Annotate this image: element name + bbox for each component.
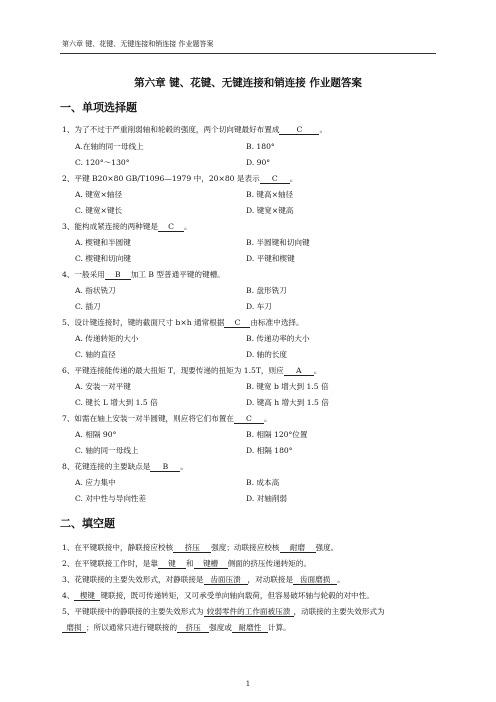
question-3 bbox=[62, 222, 192, 232]
option-d: D. 相隔 180° bbox=[246, 446, 293, 455]
fill-line-4 bbox=[62, 591, 374, 601]
fill-text: ，对动联接是 bbox=[247, 575, 294, 584]
option-c: C. 键宽×键长 bbox=[75, 206, 123, 215]
fill-text: 强度或 bbox=[209, 623, 232, 632]
option-a: A. 相隔 90° bbox=[75, 430, 117, 439]
fill-text: 强度；动联接应校核 bbox=[211, 543, 280, 552]
answer-blank: A bbox=[284, 366, 314, 376]
option-b: B. 键宽 b 增大到 1.5 倍 bbox=[246, 382, 329, 391]
fill-text: 键联接，既可传递转矩，又可承受单向轴向载荷，但容易破坏轴与轮毂的对中性。 bbox=[100, 591, 374, 600]
option-a: A. 键宽×轴径 bbox=[75, 190, 123, 199]
option-c: C. 对中性与导向性差 bbox=[75, 494, 147, 503]
answer-blank: C bbox=[224, 318, 250, 328]
option-c: C. 轴的直径 bbox=[75, 350, 116, 359]
option-d: D. 轴的长度 bbox=[246, 350, 288, 359]
fill-answer: 挤压 bbox=[173, 543, 211, 553]
fill-answer: 耐磨 bbox=[280, 543, 316, 553]
option-a: A. 指状铣刀 bbox=[75, 286, 116, 295]
fill-text: 5、平键联接中的静联接的主要失效形式为 bbox=[62, 607, 204, 616]
fill-answer: 磨损 bbox=[62, 623, 86, 633]
question-6 bbox=[62, 366, 321, 376]
fill-line-2 bbox=[62, 559, 311, 569]
running-header: 第六章 键、花键、无键连接和销连接 作业题答案 bbox=[62, 40, 214, 48]
option-d: D. 90° bbox=[246, 158, 271, 167]
fill-text: ，动联接的主要失效形式为 bbox=[293, 607, 385, 616]
question-1 bbox=[62, 125, 327, 135]
option-b: B. 半圆键和切向键 bbox=[246, 238, 310, 247]
answer-blank: C bbox=[234, 414, 264, 424]
option-c: C. 插刀 bbox=[75, 302, 101, 311]
fill-text: 2、在平键联接工作时，是靠 bbox=[62, 559, 158, 568]
question-text: 3、能构成紧连接的两种键是 bbox=[62, 222, 158, 231]
fill-answer: 楔键 bbox=[74, 591, 100, 601]
question-text: 7、如需在轴上安装一对半圆键，则应将它们布置在 bbox=[62, 414, 234, 423]
section-heading-choice: 一、单项选择题 bbox=[60, 101, 137, 114]
fill-answer: 齿面磨损 bbox=[293, 575, 337, 585]
option-b: B. 成本高 bbox=[246, 478, 280, 487]
question-5 bbox=[62, 318, 304, 328]
option-b: B. 键高×轴径 bbox=[246, 190, 294, 199]
answer-blank: C bbox=[260, 174, 290, 184]
option-c: C. 键长 L 增大到 1.5 倍 bbox=[75, 398, 158, 407]
fill-text: 和 bbox=[185, 559, 194, 568]
fill-line-3 bbox=[62, 575, 345, 585]
fill-answer: 齿面压溃 bbox=[204, 575, 248, 585]
option-a: A. 安装一对平键 bbox=[75, 382, 131, 391]
fill-answer: 键 bbox=[158, 559, 186, 569]
fill-text: 侧面的挤压传递转矩的。 bbox=[227, 559, 312, 568]
question-text-end: 。 bbox=[319, 125, 328, 134]
option-c: C. 楔键和切向键 bbox=[75, 254, 131, 263]
answer-blank: B bbox=[105, 270, 131, 280]
option-d: D. 平键和楔键 bbox=[246, 254, 295, 263]
question-text: 8、花键连接的主要缺点是 bbox=[62, 462, 151, 471]
fill-text: 。 bbox=[337, 575, 345, 584]
option-d: D. 键宽×键高 bbox=[246, 206, 294, 215]
question-text: 2、平键 B20×80 GB/T1096—1979 中，20×80 是表示 bbox=[62, 174, 260, 183]
question-text-end: 。 bbox=[289, 174, 298, 183]
header-rule bbox=[60, 53, 436, 54]
question-text-end: 由标准中选择。 bbox=[250, 318, 304, 327]
question-text: 6、平键连接能传递的最大扭矩 T，现要传递的扭矩为 1.5T，则应 bbox=[62, 366, 284, 375]
section-heading-fill: 二、填空题 bbox=[60, 517, 115, 530]
option-d: D. 键高 h 增大到 1.5 倍 bbox=[246, 398, 329, 407]
question-4 bbox=[62, 270, 225, 280]
fill-text: 1、在平键联接中，静联接应校核 bbox=[62, 543, 174, 552]
fill-answer: 耐磨性 bbox=[232, 623, 268, 633]
option-d: D. 车刀 bbox=[246, 302, 272, 311]
fill-line-6 bbox=[62, 623, 291, 633]
option-a: A. 应力集中 bbox=[75, 478, 116, 487]
answer-blank: C bbox=[158, 222, 184, 232]
option-c: C. 120°～130° bbox=[75, 158, 130, 167]
fill-line-5 bbox=[62, 607, 385, 617]
option-a: A. 传递转矩的大小 bbox=[75, 334, 139, 343]
question-text-end: 。 bbox=[263, 414, 272, 423]
option-b: B. 传递功率的大小 bbox=[246, 334, 310, 343]
fill-text: 4、 bbox=[62, 591, 75, 600]
fill-text: 3、花键联接的主要失效形式，对静联接是 bbox=[62, 575, 204, 584]
fill-answer: 较弱零件的工作面被压溃 bbox=[204, 607, 294, 617]
question-2 bbox=[62, 174, 297, 184]
question-text-end: 加工 B 型普通平键的键槽。 bbox=[130, 270, 225, 279]
option-a: A.在轴的同一母线上 bbox=[75, 142, 144, 151]
fill-answer: 键槽 bbox=[194, 559, 228, 569]
question-text-end: 。 bbox=[180, 462, 188, 471]
option-b: B. 相隔 120°位置 bbox=[246, 430, 308, 439]
fill-answer: 挤压 bbox=[177, 623, 209, 633]
question-7 bbox=[62, 414, 272, 424]
page-number: 1 bbox=[245, 680, 251, 688]
fill-text: 强度。 bbox=[315, 543, 339, 552]
question-text: 1、为了不过于严重削弱轴和轮毂的强度，两个切向键最好布置成 bbox=[62, 125, 280, 134]
document-title: 第六章 键、花键、无键连接和销连接 作业题答案 bbox=[134, 77, 362, 89]
option-a: A. 楔键和半圆键 bbox=[75, 238, 131, 247]
question-text: 4、一般采用 bbox=[62, 270, 105, 279]
question-text-end: 。 bbox=[313, 366, 322, 375]
option-c: C. 轴的同一母线上 bbox=[75, 446, 139, 455]
option-d: D. 对轴削弱 bbox=[246, 494, 288, 503]
answer-blank: B bbox=[150, 462, 180, 472]
fill-text: 计算。 bbox=[267, 623, 291, 632]
question-text: 5、设计键连接时，键的截面尺寸 b×h 通常根据 bbox=[62, 318, 225, 327]
fill-line-1 bbox=[62, 543, 338, 553]
question-8 bbox=[62, 462, 188, 472]
option-b: B. 盘形铣刀 bbox=[246, 286, 287, 295]
answer-blank: C bbox=[279, 125, 319, 135]
question-text-end: 。 bbox=[183, 222, 192, 231]
option-b: B. 180° bbox=[246, 142, 275, 151]
fill-text: ；所以通常只进行键联接的 bbox=[86, 623, 178, 632]
